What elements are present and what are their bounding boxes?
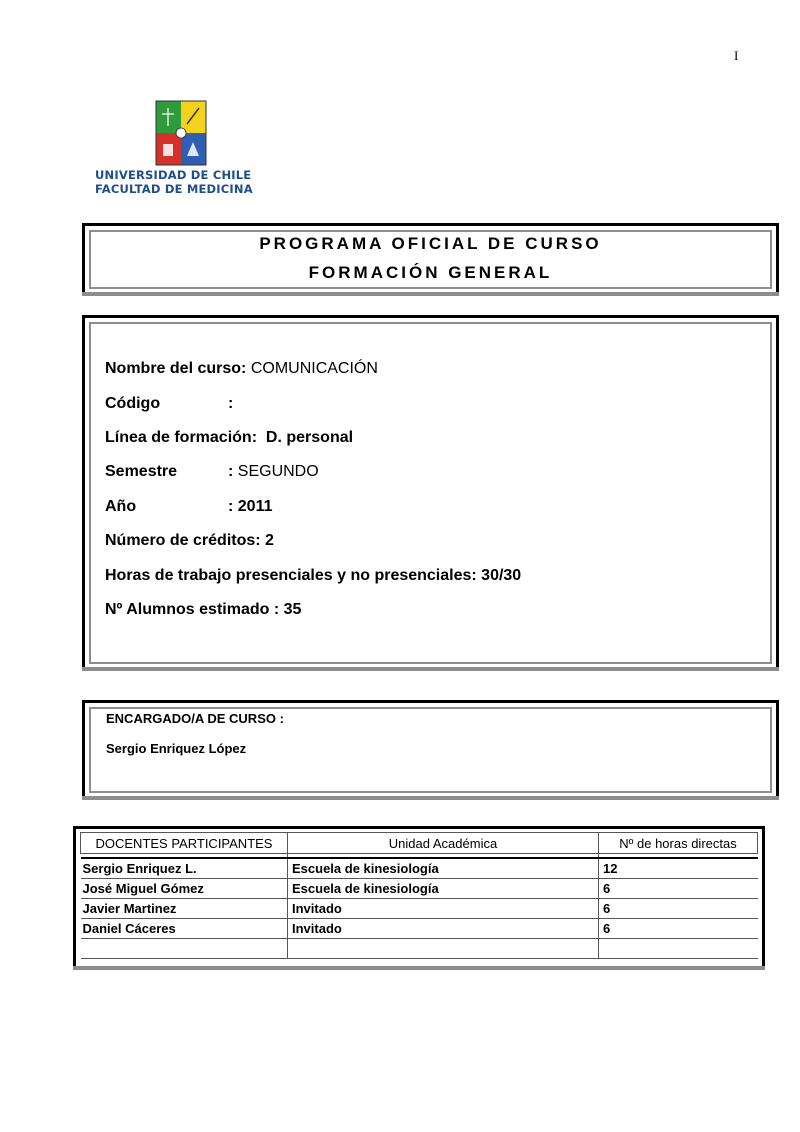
teacher-name [81, 939, 288, 959]
title-line-2: FORMACIÓN GENERAL [308, 263, 553, 282]
header-academic-unit: Unidad Académica [288, 833, 599, 854]
academic-unit: Escuela de kinesiología [288, 858, 599, 879]
students-text: Nº Alumnos estimado : 35 [105, 601, 302, 618]
logo-text [95, 168, 275, 196]
course-manager-label: ENCARGADO/A DE CURSO : [106, 711, 284, 726]
title-box [82, 223, 779, 296]
university-logo [95, 100, 275, 200]
logo-line-university: UNIVERSIDAD DE CHILE [95, 168, 252, 182]
formation-line-row [105, 429, 353, 447]
semester-row [105, 463, 319, 481]
students-row [105, 601, 301, 619]
semester-label: Semestre [105, 463, 178, 480]
course-name-row [105, 360, 378, 378]
title-line-1: PROGRAMA OFICIAL DE CURSO [259, 234, 602, 253]
direct-hours: 6 [599, 919, 758, 939]
teacher-name: Sergio Enriquez L. [81, 858, 288, 879]
academic-unit [288, 939, 599, 959]
academic-unit: Invitado [288, 919, 599, 939]
direct-hours: 6 [599, 879, 758, 899]
direct-hours: 12 [599, 858, 758, 879]
academic-unit: Invitado [288, 899, 599, 919]
table-row [81, 899, 758, 919]
course-code-label: Código [105, 395, 161, 412]
hours-row [105, 567, 521, 585]
teachers-table-header [81, 833, 758, 854]
course-name-label: Nombre del curso: [105, 360, 247, 377]
teacher-name: Javier Martinez [81, 899, 288, 919]
university-crest-icon [155, 100, 207, 166]
table-row [81, 919, 758, 939]
course-manager-box [82, 700, 779, 800]
semester-separator: : [228, 463, 234, 480]
course-code-separator: : [228, 395, 234, 412]
header-direct-hours: Nº de horas directas [599, 833, 758, 854]
direct-hours: 6 [599, 899, 758, 919]
formation-line-label: Línea de formación: [105, 429, 258, 446]
table-row [81, 939, 758, 959]
year-label: Año [105, 498, 137, 515]
hours-text: Horas de trabajo presenciales y no presenciales: 30/30 [105, 567, 522, 584]
course-name-value: COMUNICACIÓN [250, 360, 378, 377]
formation-line-value: D. personal [265, 429, 354, 446]
course-manager-name: Sergio Enriquez López [106, 741, 247, 756]
credits-text: Número de créditos: 2 [105, 532, 274, 549]
logo-line-faculty: FACULTAD DE MEDICINA [95, 182, 253, 196]
course-info-box [82, 315, 779, 671]
teachers-table-container [73, 826, 765, 970]
course-code-row [105, 395, 234, 413]
table-row [81, 858, 758, 879]
academic-unit: Escuela de kinesiología [288, 879, 599, 899]
teachers-table [80, 832, 758, 959]
credits-row [105, 532, 274, 550]
year-row [105, 498, 273, 516]
table-row [81, 879, 758, 899]
direct-hours [599, 939, 758, 959]
teacher-name: José Miguel Gómez [81, 879, 288, 899]
header-teachers: DOCENTES PARTICIPANTES [81, 833, 288, 854]
page-number: I [734, 48, 739, 63]
semester-value: SEGUNDO [237, 463, 319, 480]
teacher-name: Daniel Cáceres [81, 919, 288, 939]
year-value: : 2011 [228, 498, 273, 515]
